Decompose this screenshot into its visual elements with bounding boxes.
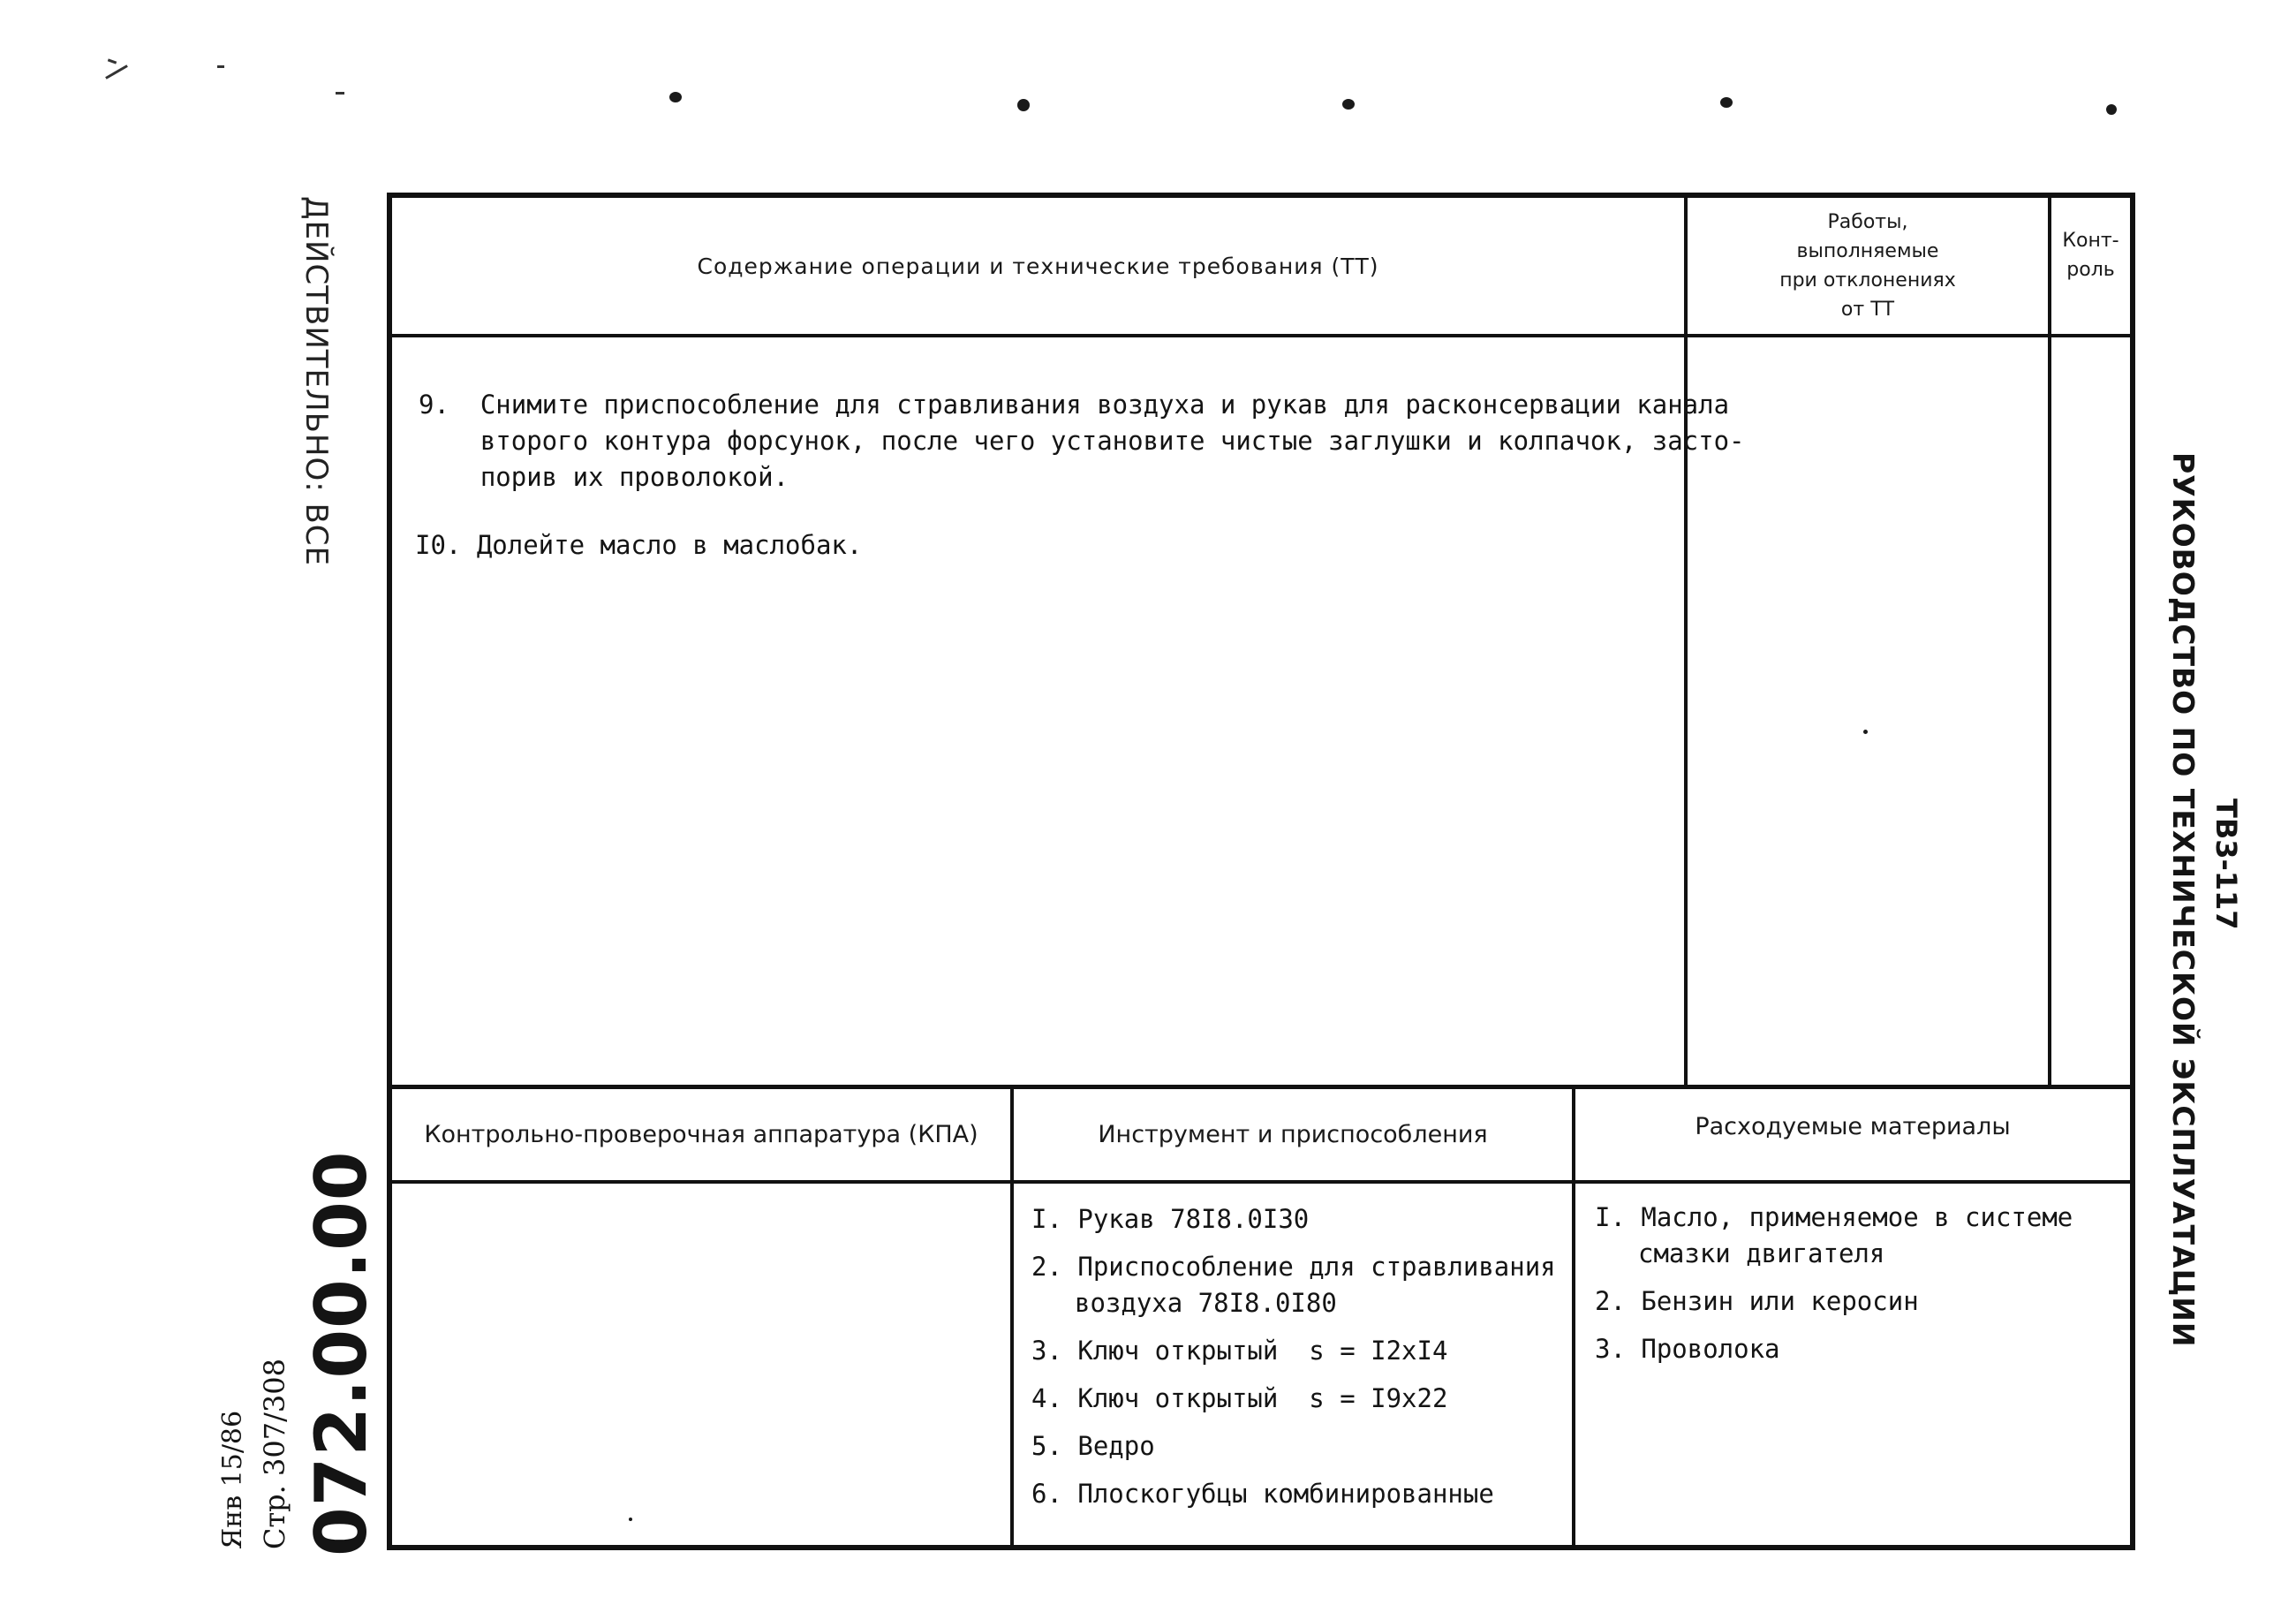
materials-header: Расходуемые материалы [1695, 1113, 2011, 1140]
scan-mark [217, 65, 224, 68]
section-number: 072.00.00 [300, 1150, 382, 1556]
header-divider [392, 334, 2130, 337]
tool-line: 2. Приспособление для стравливания [1031, 1252, 1556, 1282]
tool-line: 5. Ведро [1031, 1431, 1155, 1461]
material-line: 2. Бензин или керосин [1595, 1286, 1919, 1316]
column-divider-control [2048, 198, 2051, 1088]
scan-mark [108, 58, 117, 64]
operation-header: Содержание операции и технические требования (ТТ) [697, 253, 1379, 279]
operation-line: порив их проволокой. [419, 462, 789, 492]
revision-date: Янв 15/86 [217, 1410, 248, 1549]
deviation-header-line: Работы, [1827, 211, 1908, 233]
materials-list [1595, 1200, 2125, 1379]
operation-item [415, 527, 1690, 564]
tool-item [1031, 1428, 1561, 1465]
scan-mark [336, 92, 344, 95]
tool-line: воздуха 78I8.0I80 [1075, 1288, 1337, 1318]
control-header-line: Конт- [2062, 230, 2119, 252]
tool-line: I. Рукав 78I8.0I30 [1031, 1204, 1310, 1234]
tool-item [1031, 1381, 1561, 1417]
material-line: I. Масло, применяемое в системе [1595, 1202, 2073, 1232]
control-header [2051, 224, 2130, 286]
task-card [387, 193, 2135, 1550]
operation-line: второго контура форсунок, после чего установите чистые заглушки и колпачок, засто- [419, 426, 1745, 456]
punch-hole-mark [669, 92, 682, 102]
punch-hole-mark [1720, 97, 1733, 108]
operation-item [419, 387, 1745, 496]
material-item [1595, 1200, 2125, 1272]
tools-list [1031, 1201, 1561, 1524]
tool-line: 4. Ключ открытый s = I9х22 [1031, 1383, 1448, 1413]
operation-line: I0. Долейте масло в маслобак. [415, 530, 863, 560]
punch-hole-mark [1017, 99, 1030, 111]
material-line: смазки двигателя [1638, 1238, 1885, 1268]
operations-list [415, 387, 1745, 595]
tool-item [1031, 1201, 1561, 1238]
kpa-header: Контрольно-проверочная аппаратура (КПА) [424, 1121, 978, 1148]
page-reference: Стр. 307/308 [258, 1359, 291, 1549]
punch-hole-mark [1342, 99, 1355, 110]
tool-line: 3. Ключ открытый s = I2хI4 [1031, 1336, 1448, 1366]
material-item [1595, 1331, 2125, 1367]
deviation-header-line: от ТТ [1840, 299, 1895, 321]
material-line: 3. Проволока [1595, 1334, 1780, 1364]
tool-item [1031, 1476, 1561, 1512]
deviation-header [1688, 198, 2048, 334]
footer-header-divider [392, 1180, 2130, 1184]
effectivity-label: ДЕЙСТВИТЕЛЬНО: ВСЕ [298, 196, 334, 567]
control-header-line: роль [2066, 259, 2115, 281]
operation-line: 9. Снимите приспособление для стравливания воздуха и рукав для расконсервации канала [419, 390, 1730, 420]
manual-title: РУКОВОДСТВО ПО ТЕХНИЧЕСКОЙ ЭКСПЛУАТАЦИИ [2166, 452, 2201, 1348]
tools-header: Инструмент и приспособления [1098, 1121, 1488, 1148]
punch-hole-mark [2106, 104, 2117, 115]
deviation-header-line: при отклонениях [1779, 269, 1956, 291]
doc-code: ТВ3-117 [2209, 799, 2243, 930]
scan-mark [105, 64, 128, 79]
tool-item [1031, 1249, 1561, 1321]
material-item [1595, 1283, 2125, 1320]
deviation-header-line: выполняемые [1796, 240, 1939, 262]
tool-line: 6. Плоскогубцы комбинированные [1031, 1479, 1494, 1509]
tool-item [1031, 1333, 1561, 1369]
